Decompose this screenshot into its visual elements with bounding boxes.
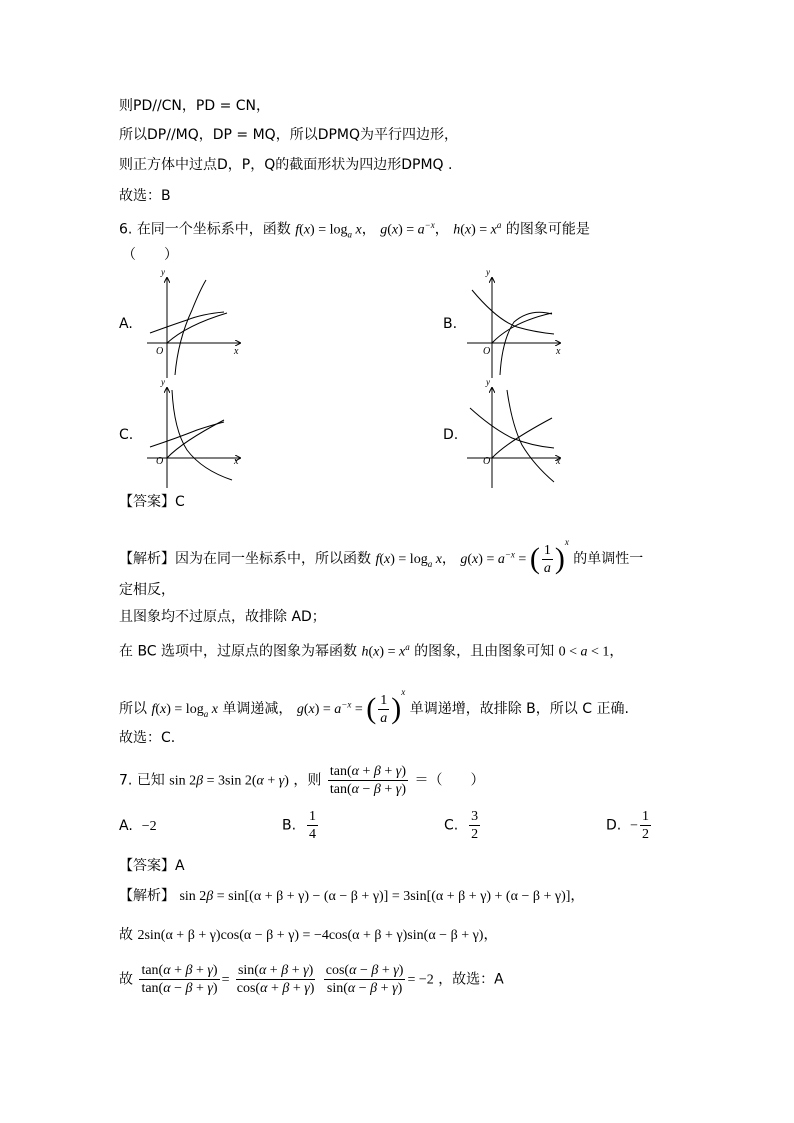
graph-option-a	[142, 270, 247, 380]
question-6-stem: 6. 在同一个坐标系中，函数 $f(x) = \log_a x$， $g(x) = a^{-x}$， $h(x) = x^a$ 的图象可能是	[119, 220, 590, 240]
graph-option-b	[462, 270, 567, 380]
answer-6: 【答案】C	[119, 494, 185, 510]
svg-text:x: x	[234, 456, 239, 467]
option-a-label: A.	[119, 316, 133, 332]
option-7-c: C. $\frac{3}{2}$	[444, 809, 479, 842]
text-line-1: 则PD//CN，PD = CN，	[119, 98, 271, 114]
svg-text:O: O	[156, 346, 164, 357]
analysis-6-line-3: 且图象均不过原点，故排除 AD；	[119, 609, 326, 625]
svg-text:y: y	[486, 380, 490, 387]
stem-text: 的图象可能是	[505, 221, 590, 238]
option-c-label: C.	[119, 427, 134, 443]
formula: f	[295, 222, 300, 238]
option-d-label: D.	[443, 427, 459, 443]
analysis-7-line-3: 故 $\frac{\tan(\alpha + \beta + \gamma)}{\tan(\alpha - \beta + \gamma)}$ = $\frac{\sin(\alpha + \beta + \gamma)}{\cos(\alpha + \beta + \gamma)}$ $\frac{\cos(\alpha - \beta + \gamma)}{\sin(\alpha - \beta + \gamma)}$ = −2 ，故选：A	[119, 963, 504, 996]
text-line-2: 所以DP//MQ，DP = MQ，所以DPMQ为平行四边形，	[119, 127, 459, 143]
question-7-stem: 7. 已知 sin 2β = 3sin 2(α + γ) ，则 $\frac{\tan(\alpha + \beta + \gamma)}{\tan(\alpha - \beta + \gamma)}$ ＝（ ）	[119, 764, 485, 797]
analysis-6-choose: 故选：C.	[119, 730, 176, 746]
text-line-3: 则正方体中过点D，P，Q的截面形状为四边形DPMQ .	[119, 157, 453, 173]
analysis-6-line-2: 定相反，	[119, 582, 175, 598]
option-7-b: B. $\frac{1}{4}$	[282, 809, 316, 842]
text-line-4: 故选：B	[119, 188, 171, 204]
graph-option-d	[462, 380, 567, 490]
svg-text:y: y	[161, 380, 165, 387]
svg-text:y: y	[161, 270, 165, 277]
option-7-a: A. −2	[119, 818, 157, 834]
analysis-6-line-4: 在 BC 选项中，过原点的图象为幂函数 $h(x) = x^a$ 的图象，且由图象可知 0 < a < 1，	[119, 642, 624, 660]
analysis-6-line-5: 所以 $f(x) = \log_a x$ 单调递减， $g(x) = a^{-x}$ = ( $\frac{1}{a}$ )$^x$ 单调递增，故排除 B，所以 C 正确.	[119, 687, 629, 726]
stem-text: 在同一个坐标系中，函数	[136, 221, 291, 238]
svg-text:O: O	[156, 456, 164, 467]
analysis-7-line-2: 故 2sin(α + β + γ)cos(α − β + γ) = −4cos(α + β + γ)sin(α − β + γ)，	[119, 927, 498, 943]
answer-7: 【答案】A	[119, 858, 185, 874]
svg-text:x: x	[556, 456, 561, 467]
option-7-d: D. − $\frac{1}{2}$	[606, 809, 650, 842]
answer-paren: （ ）	[122, 247, 178, 263]
svg-text:x: x	[234, 346, 239, 357]
svg-text:y: y	[486, 270, 490, 277]
question-number: 7.	[119, 772, 133, 789]
svg-text:x: x	[556, 346, 561, 357]
graph-option-c	[142, 380, 247, 490]
analysis-6-line-1: 【解析】因为在同一坐标系中，所以函数 $f(x) = \log_a x$， $g(x) = a^{-x}$ = ( $\frac{1}{a}$ )$^x$ 的单调性一	[119, 537, 644, 576]
option-b-label: B.	[443, 316, 458, 332]
svg-text:O: O	[483, 456, 491, 467]
analysis-7-line-1: 【解析】 sin 2β = sin[(α + β + γ) − (α − β + γ)] = 3sin[(α + β + γ) + (α − β + γ)]，	[119, 888, 585, 904]
question-number: 6.	[119, 221, 133, 238]
svg-text:O: O	[483, 346, 491, 357]
